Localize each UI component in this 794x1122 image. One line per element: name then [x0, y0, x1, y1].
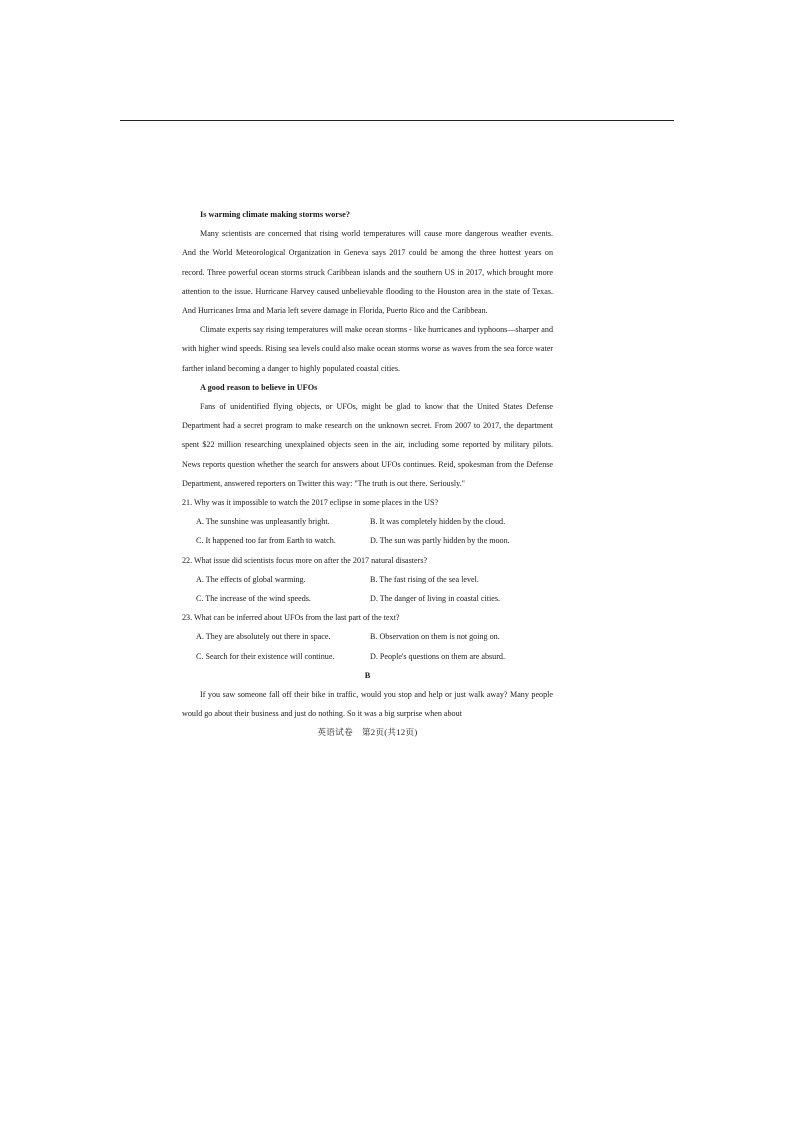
- option-b: B. It was completely hidden by the cloud.: [370, 517, 506, 527]
- paragraph: Climate experts say rising temperatures will make ocean storms - like hurricanes and typhoons—sharper and with higher wind speeds. Rising sea levels could also make ocean storms worse as waves from the sea force water farther inland becoming a danger to highly populated coastal cities.: [182, 325, 553, 373]
- passage-letter: B: [364, 670, 371, 680]
- question-22: [182, 551, 553, 609]
- top-rule: [120, 120, 674, 121]
- option-d: D. The sun was partly hidden by the moon.: [370, 536, 510, 546]
- section-title-storms: Is warming climate making storms worse?: [200, 210, 351, 219]
- question-23: [182, 608, 553, 666]
- option-a: A. The effects of global warming.: [196, 574, 306, 584]
- option-c: C. The increase of the wind speeds.: [196, 594, 311, 604]
- option-b: B. Observation on them is not going on.: [370, 632, 500, 642]
- option-row: [182, 589, 553, 608]
- option-row: [182, 570, 553, 589]
- option-d: D. The danger of living in coastal cities.: [370, 594, 500, 604]
- page-content: [182, 205, 553, 743]
- question-21: [182, 493, 553, 551]
- section-title-ufos: A good reason to believe in UFOs: [200, 382, 318, 392]
- option-d: D. People's questions on them are absurd.: [370, 651, 505, 661]
- paragraph: Fans of unidentified flying objects, or UFOs, might be glad to know that the United States Defense Department had a secret program to make research on the unknown secret. From 2007 to 2017, the department spent $22 million researching unexplained objects seen in the air, including some reported by military pilots. News reports question whether the search for answers about UFOs continues. Reid, spokesman from the Defense Department, answered reporters on Twitter this way: "The truth is out there. Seriously.": [182, 402, 553, 488]
- option-row: [182, 647, 553, 666]
- paragraph: Many scientists are concerned that rising world temperatures will cause more dangerous weather events. And the World Meteorological Organization in Geneva says 2017 could be among the three hottest years on record. Three powerful ocean storms struck Caribbean islands and the southern US in 2017, which brought more attention to the issue. Hurricane Harvey caused unbelievable flooding to the Houston area in the state of Texas. And Hurricanes Irma and Maria left severe damage in Florida, Puerto Rico and the Caribbean.: [182, 229, 553, 316]
- question-stem: 23. What can be inferred about UFOs from the last part of the text?: [182, 613, 400, 623]
- page-footer: 英语试卷 第2页(共12页): [317, 727, 418, 738]
- option-a: A. The sunshine was unpleasantly bright.: [196, 517, 330, 527]
- option-a: A. They are absolutely out there in space.: [196, 632, 331, 642]
- option-row: [182, 627, 553, 646]
- option-c: C. Search for their existence will continue.: [196, 651, 335, 661]
- question-stem: 21. Why was it impossible to watch the 2017 eclipse in some places in the US?: [182, 498, 439, 508]
- paragraph: If you saw someone fall off their bike in traffic, would you stop and help or just walk away? Many people would go about their business and just do nothing. So it was a big surprise when about: [182, 690, 553, 719]
- option-b: B. The fast rising of the sea level.: [370, 574, 479, 584]
- question-stem: 22. What issue did scientists focus more on after the 2017 natural disasters?: [182, 555, 428, 565]
- option-row: [182, 512, 553, 531]
- option-row: [182, 531, 553, 550]
- option-c: C. It happened too far from Earth to watch.: [196, 536, 336, 546]
